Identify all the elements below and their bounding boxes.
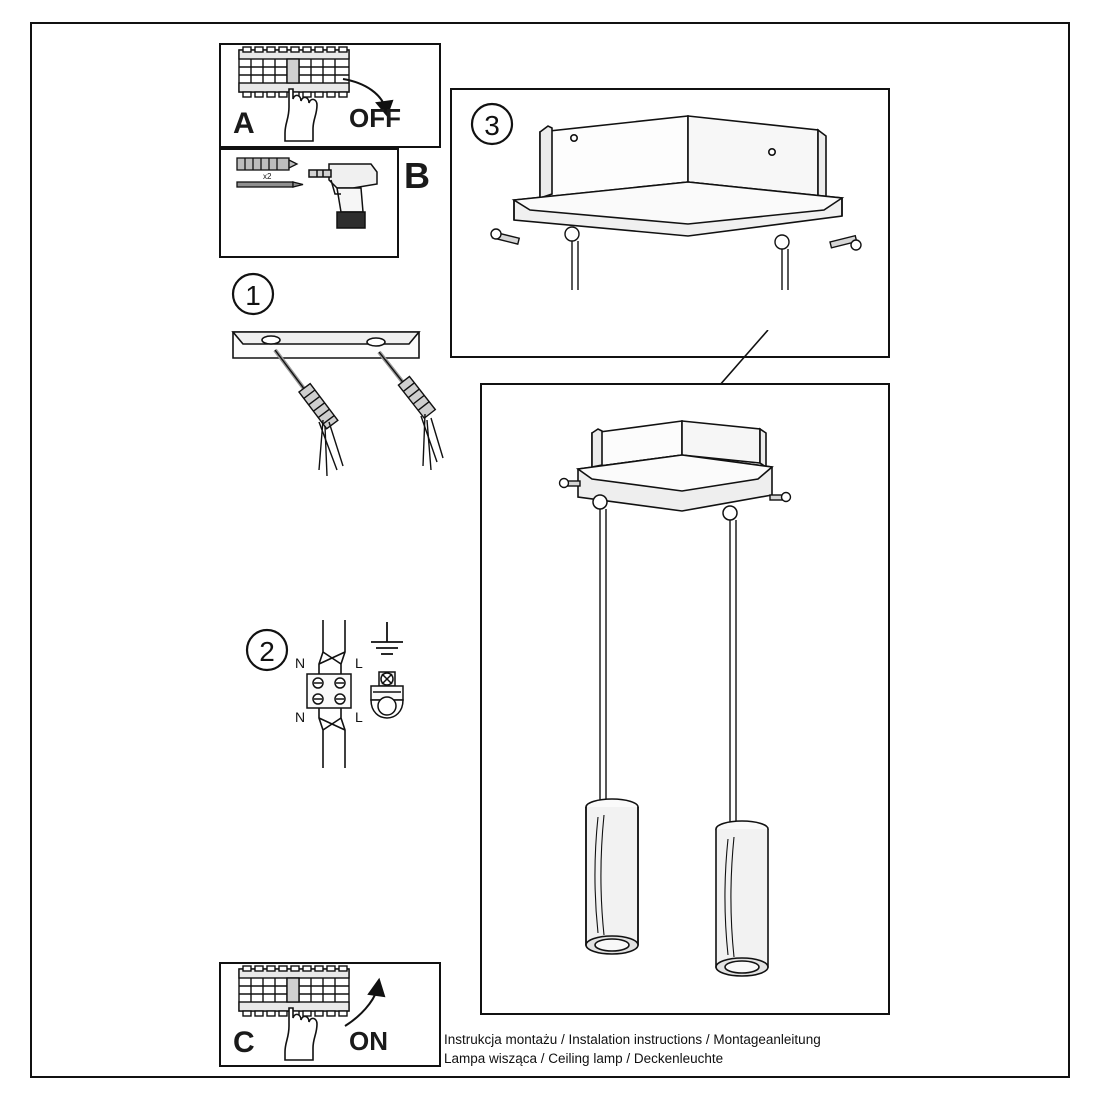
- step-b-qty-label: x2: [263, 172, 272, 181]
- drill-anchor-illustration: [221, 150, 397, 256]
- step-a-action: OFF: [349, 103, 401, 133]
- step-c-action: ON: [349, 1026, 388, 1056]
- step-a-letter: A: [233, 107, 255, 140]
- panel-step-a: [219, 43, 441, 148]
- step-c-letter: C: [233, 1026, 255, 1059]
- canopy-mount-illustration: [452, 90, 888, 356]
- caption-line-2: Lampa wisząca / Ceiling lamp / Deckenleuchte: [444, 1051, 724, 1066]
- step-3-number: 3: [484, 110, 500, 141]
- caption-line-1: Instrukcja montażu / Instalation instructions / Montageanleitung: [444, 1032, 821, 1047]
- terminal-label-l-bottom: L: [355, 709, 363, 725]
- terminal-label-n-bottom: N: [295, 709, 306, 725]
- terminal-label-n-top: N: [295, 655, 306, 671]
- caption-block: [444, 1030, 821, 1068]
- pendant-lamp-illustration: [482, 385, 888, 1013]
- terminal-label-l-top: L: [355, 655, 363, 671]
- panel-step-3: [450, 88, 890, 358]
- panel-product-overview: [480, 383, 890, 1015]
- step-b-letter: B: [404, 155, 430, 196]
- step-2-number: 2: [259, 636, 275, 667]
- step-1-number: 1: [245, 280, 261, 311]
- panel-step-1: [219, 270, 459, 520]
- panel-step-c: [219, 962, 441, 1067]
- panel-step-b: [219, 148, 399, 258]
- panel-step-2: [219, 600, 459, 830]
